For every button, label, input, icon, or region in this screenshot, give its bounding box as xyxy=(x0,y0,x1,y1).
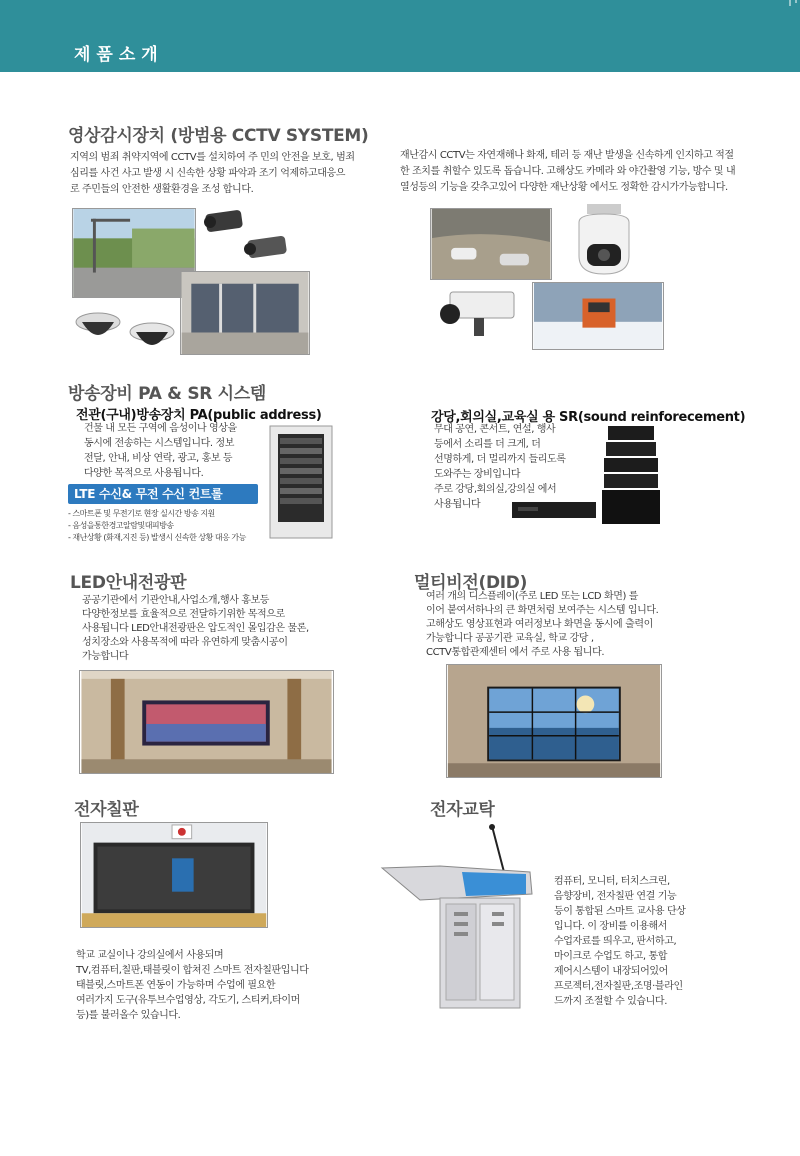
text-line: 사용됩니다 LED안내전광판은 압도적인 몰입감은 물론, xyxy=(82,623,309,634)
text-line: 다양한정보를 효율적으로 전달하기위한 목적으로 xyxy=(82,609,285,620)
board-title: 전자칠판 xyxy=(74,800,139,820)
outdoor-bullet-camera-image xyxy=(434,288,518,340)
podium-desc xyxy=(554,874,686,1009)
street-cctv-photo xyxy=(72,208,196,298)
flood-photo xyxy=(430,208,552,280)
corner-mark xyxy=(782,0,800,8)
text-line: 한 조치를 취할수 있도록 돕습니다. 고해상도 카메라 와 야간촬영 기능, 방수 및 내 xyxy=(400,166,736,177)
text-line: 가능합니다 xyxy=(82,651,129,662)
electronic-board-photo xyxy=(80,822,268,928)
text-line: 로 주민들의 안전한 생활환경을 조성 합니다. xyxy=(70,184,254,195)
list-item: - 스마트폰 및 무전기로 현장 실시간 방송 지원 xyxy=(68,509,215,518)
page-title: 제품소개 xyxy=(74,45,164,65)
video-wall-photo xyxy=(446,664,662,778)
text-line: 무대 공연, 콘서트, 연설, 행사 xyxy=(434,424,556,435)
podium-title: 전자교탁 xyxy=(430,800,495,820)
text-line: CCTV통합관제센터 에서 주로 사용 됩니다. xyxy=(426,647,605,658)
text-line: 마이크로 수업도 하고, 통합 xyxy=(554,951,667,962)
text-line: 건물 내 모든 구역에 음성이나 영상을 xyxy=(84,423,237,434)
snow-truck-photo xyxy=(532,282,664,350)
text-line: 동시에 전송하는 시스템입니다. 정보 xyxy=(84,438,235,449)
indoor-cctv-photo xyxy=(180,271,310,355)
text-line: 가능합니다 공공기관 교육실, 학교 강당 , xyxy=(426,633,594,644)
text-line: 선명하게, 더 멀리까지 들리도록 xyxy=(434,454,566,465)
text-line: 재난감시 CCTV는 자연재해나 화재, 테러 등 재난 발생을 신속하게 인지하고 적절 xyxy=(400,150,734,161)
text-line: TV,컴퓨터,칠판,태블릿이 합쳐진 스마트 전자칠판입니다 xyxy=(76,965,309,976)
pa-rack-image xyxy=(268,424,334,540)
text-line: 등)를 불러올수 있습니다. xyxy=(76,1010,181,1021)
lte-control-badge: LTE 수신& 무전 수신 컨트롤 xyxy=(68,484,258,504)
text-line: 여러가지 도구(유투브수업영상, 각도기, 스티커,타이머 xyxy=(76,995,300,1006)
text-line: 태블릿,스마트폰 연동이 가능하며 수업에 필요한 xyxy=(76,980,276,991)
text-line: 등이 통합된 스마트 교사용 단상 xyxy=(554,906,686,917)
text-line: 프로젝터,전자칠판,조명·블라인 xyxy=(554,981,683,992)
led-signboard-photo xyxy=(79,670,334,774)
amplifier-image xyxy=(510,498,598,522)
text-line: 지역의 범죄 취약지역에 CCTV를 설치하여 주 민의 안전을 보호, 범죄 xyxy=(70,152,355,163)
text-line: 드까지 조절할 수 있습니다. xyxy=(554,996,667,1007)
text-line: 음향장비, 전자칠판 연결 기능 xyxy=(554,891,677,902)
board-desc xyxy=(76,948,309,1023)
text-line: 이어 붙여서하나의 큰 화면처럼 보여주는 시스템 입니다. xyxy=(426,605,659,616)
cctv-desc-right xyxy=(400,148,735,196)
ptz-camera-image xyxy=(573,202,635,278)
did-title: 멀티비전(DID) xyxy=(414,573,528,593)
text-line: 제어시스템이 내장되어있어 xyxy=(554,966,668,977)
pa-left-subtitle: 전관(구내)방송장치 PA(public address) xyxy=(76,408,322,423)
text-line: 열성등의 기능을 갖추고있어 다양한 재난상황 에서도 정확한 감시가가능합니다. xyxy=(400,182,728,193)
text-line: 심리를 사건 사고 발생 시 신속한 상황 파악과 조기 억제하고대응으 xyxy=(70,168,346,179)
cctv-desc-left xyxy=(70,150,355,198)
list-item: - 재난상황 (화재,지진 등) 발생시 신속한 상황 대응 가능 xyxy=(68,533,246,542)
cctv-title: 영상감시장치 (방범용 CCTV SYSTEM) xyxy=(68,126,369,146)
pa-right-subtitle: 강당,회의실,교육실 용 SR(sound reinforecement) xyxy=(431,410,746,425)
text-line: 도와주는 장비입니다 xyxy=(434,469,521,480)
text-line: 다양한 목적으로 사용됩니다. xyxy=(84,468,204,479)
text-line: 성치장소와 사용목적에 따라 유연하게 맞춤시공이 xyxy=(82,637,288,648)
pa-left-desc xyxy=(84,421,237,481)
lte-feature-list xyxy=(68,508,246,544)
text-line: 고해상도 영상표현과 여러정보나 화면을 동시에 출력이 xyxy=(426,619,653,630)
text-line: 수업자료를 띄우고, 판서하고, xyxy=(554,936,677,947)
led-desc xyxy=(82,594,309,664)
text-line: 사용됩니다 xyxy=(434,499,481,510)
led-title: LED안내전광판 xyxy=(70,573,187,593)
electronic-podium-image xyxy=(380,822,550,1012)
text-line: 주로 강당,회의실,강의실 에서 xyxy=(434,484,557,495)
pa-title: 방송장비 PA & SR 시스템 xyxy=(68,384,267,404)
text-line: 전달, 안내, 비상 연락, 광고, 홍보 등 xyxy=(84,453,233,464)
text-line: 등에서 소리를 더 크게, 더 xyxy=(434,439,541,450)
text-line: 여러 개의 디스플레이(주로 LED 또는 LCD 화면) 를 xyxy=(426,591,639,602)
text-line: 컴퓨터, 모니터, 터치스크린, xyxy=(554,876,670,887)
dome-camera-pair-image xyxy=(72,300,184,360)
did-desc xyxy=(426,590,658,660)
list-item: - 음성을통한경고알람및대피방송 xyxy=(68,521,174,530)
bullet-camera-pair-image xyxy=(200,206,292,270)
text-line: 공공기관에서 기관안내,사업소개,행사 홍보등 xyxy=(82,595,270,606)
line-array-speaker-image xyxy=(600,422,662,526)
text-line: 입니다. 이 장비를 이용해서 xyxy=(554,921,667,932)
text-line: 학교 교실이나 강의실에서 사용되며 xyxy=(76,950,224,961)
